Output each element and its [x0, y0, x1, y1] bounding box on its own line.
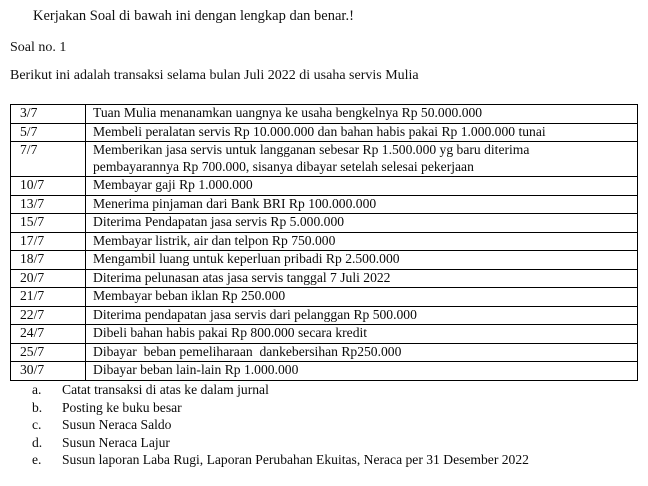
- transaction-description-cell: [86, 325, 638, 344]
- transaction-description-line: Membayar listrik, air dan telpon Rp 750.000: [93, 232, 336, 248]
- table-row: [11, 177, 638, 196]
- transaction-description-cell: [86, 123, 638, 142]
- list-item-marker: d.: [32, 434, 43, 450]
- problem-number-label: Soal no. 1: [10, 40, 67, 55]
- task-list: [0, 381, 648, 469]
- transaction-description-line: Tuan Mulia menanamkan uangnya ke usaha bengkelnya Rp 50.000.000: [93, 105, 483, 120]
- table-row: [11, 105, 638, 124]
- list-item-label: Susun Neraca Saldo: [62, 417, 172, 432]
- transaction-description-cell: [86, 362, 638, 381]
- transaction-description-line: Menerima pinjaman dari Bank BRI Rp 100.000.000: [93, 195, 377, 211]
- transaction-description-cell: [86, 214, 638, 233]
- transaction-date-cell: 25/7: [11, 343, 86, 362]
- problem-description: Berikut ini adalah transaksi selama bulan Juli 2022 di usaha servis Mulia: [10, 68, 419, 83]
- table-row: [11, 123, 638, 142]
- list-item-marker: a.: [32, 382, 42, 397]
- transaction-date-cell: 15/7: [11, 214, 86, 233]
- table-row: [11, 232, 638, 251]
- list-item-label: Posting ke buku besar: [62, 399, 182, 415]
- table-row: [11, 251, 638, 270]
- transaction-date-cell: 30/7: [11, 362, 86, 381]
- transaction-description-line: pembayarannya Rp 700.000, sisanya dibayar setelah selesai pekerjaan: [93, 158, 474, 174]
- list-item-label: Susun Neraca Lajur: [62, 434, 170, 450]
- transaction-date-cell: 22/7: [11, 306, 86, 325]
- transaction-description-line: Mengambil luang untuk keperluan pribadi Rp 2.500.000: [93, 251, 400, 266]
- table-row: [11, 288, 638, 307]
- table-row: [11, 343, 638, 362]
- transaction-description-cell: [86, 269, 638, 288]
- transaction-date-cell: 10/7: [11, 177, 86, 196]
- list-item: [0, 381, 648, 399]
- table-row: [11, 362, 638, 381]
- list-item: [0, 416, 648, 434]
- transaction-date-cell: 5/7: [11, 123, 86, 142]
- list-item: [0, 434, 648, 452]
- transaction-description-cell: [86, 177, 638, 196]
- transaction-description-cell: [86, 343, 638, 362]
- transaction-description-cell: [86, 142, 638, 177]
- transaction-description-line: Membayar gaji Rp 1.000.000: [93, 177, 253, 192]
- transactions-table-body: [11, 105, 638, 381]
- list-item: [0, 451, 648, 469]
- transaction-date-cell: 20/7: [11, 269, 86, 288]
- transaction-date-cell: 17/7: [11, 232, 86, 251]
- list-item-marker: e.: [32, 452, 42, 467]
- transaction-description-cell: [86, 306, 638, 325]
- transaction-description-line: Membayar beban iklan Rp 250.000: [93, 288, 286, 303]
- list-item-label: Susun laporan Laba Rugi, Laporan Perubahan Ekuitas, Neraca per 31 Desember 2022: [62, 452, 529, 467]
- transaction-description-cell: [86, 232, 638, 251]
- transaction-description-line: Diterima Pendapatan jasa servis Rp 5.000.000: [93, 214, 345, 229]
- transaction-description-cell: [86, 251, 638, 270]
- table-row: [11, 306, 638, 325]
- table-row: [11, 142, 638, 177]
- instruction-heading: Kerjakan Soal di bawah ini dengan lengkap dan benar.!: [33, 8, 354, 24]
- transaction-date-cell: 21/7: [11, 288, 86, 307]
- table-row: [11, 195, 638, 214]
- list-item-marker: b.: [32, 399, 43, 415]
- transaction-description-line: Dibayar beban pemeliharaan dankebersihan Rp250.000: [93, 343, 402, 359]
- table-row: [11, 325, 638, 344]
- list-item-label: Catat transaksi di atas ke dalam jurnal: [62, 382, 269, 397]
- transaction-description-cell: [86, 195, 638, 214]
- transaction-description-line: Membeli peralatan servis Rp 10.000.000 dan bahan habis pakai Rp 1.000.000 tunai: [93, 123, 546, 139]
- transaction-date-cell: 18/7: [11, 251, 86, 270]
- table-row: [11, 269, 638, 288]
- transaction-description-line: Dibeli bahan habis pakai Rp 800.000 secara kredit: [93, 325, 368, 340]
- transaction-description-line: Dibayar beban lain-lain Rp 1.000.000: [93, 362, 299, 377]
- transaction-description-line: Diterima pelunasan atas jasa servis tanggal 7 Juli 2022: [93, 269, 391, 285]
- transaction-description-cell: [86, 105, 638, 124]
- transaction-date-cell: 13/7: [11, 195, 86, 214]
- transaction-description-line: Memberikan jasa servis untuk langganan sebesar Rp 1.500.000 yg baru diterima: [93, 142, 530, 157]
- table-row: [11, 214, 638, 233]
- transaction-date-cell: 24/7: [11, 325, 86, 344]
- transactions-table-container: [10, 104, 638, 381]
- list-item: [0, 399, 648, 417]
- transaction-description-cell: [86, 288, 638, 307]
- list-item-marker: c.: [32, 417, 42, 432]
- transaction-description-line: Diterima pendapatan jasa servis dari pelanggan Rp 500.000: [93, 306, 417, 322]
- transaction-date-cell: 7/7: [11, 142, 86, 177]
- transaction-date-cell: 3/7: [11, 105, 86, 124]
- transactions-table: [10, 104, 638, 381]
